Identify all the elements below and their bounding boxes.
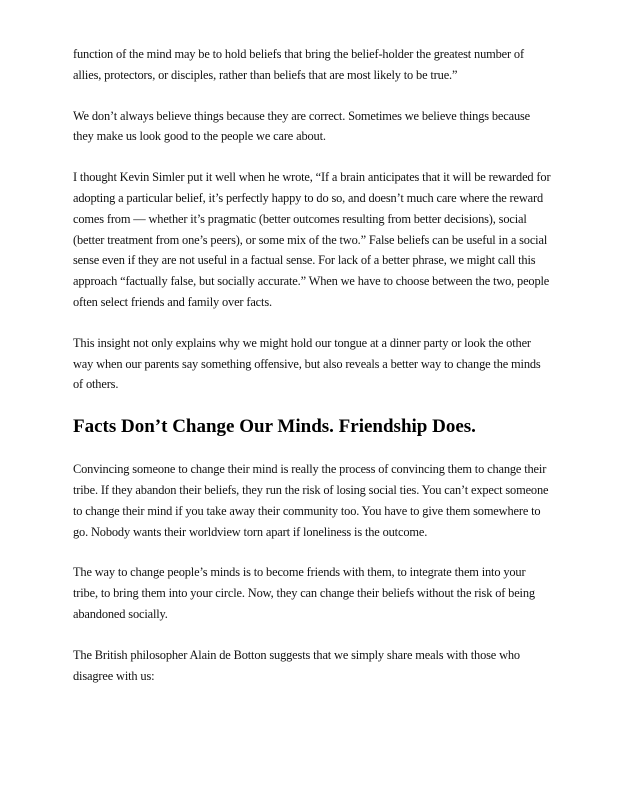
paragraph-6: The way to change people’s minds is to become friends with them, to integrate them into your tribe, to bring them into your circle. Now, they can change their beliefs without the risk of being abandoned socially. xyxy=(73,565,535,621)
paragraph-7: The British philosopher Alain de Botton suggests that we simply share meals with those who disagree with us: xyxy=(73,647,520,683)
paragraph-5: Convincing someone to change their mind is really the process of convincing them to change their tribe. If they abandon their beliefs, they run the risk of losing social ties. You can’t expect someone to change their mind if you take away their community too. You have to give them somewhere to go. Nobody wants their worldview torn apart if loneliness is the outcome. xyxy=(73,462,549,539)
article-body xyxy=(73,44,553,706)
section-heading: Facts Don’t Change Our Minds. Friendship Does. xyxy=(73,416,476,438)
paragraph-3: I thought Kevin Simler put it well when he wrote, “If a brain anticipates that it will be rewarded for adopting a particular belief, it’s perfectly happy to do so, and doesn’t much care where the reward comes from — whether it’s pragmatic (better outcomes resulting from better decisions), social (better treatment from one’s peers), or some mix of the two.” False beliefs can be useful in a social sense even if they are not useful in a factual sense. For lack of a better phrase, we might call this approach “factually false, but socially accurate.” When we have to choose between the two, people often select friends and family over facts. xyxy=(73,170,551,309)
paragraph-1: function of the mind may be to hold beliefs that bring the belief-holder the greatest number of allies, protectors, or disciples, rather than beliefs that are most likely to be true.” xyxy=(73,47,524,82)
paragraph-2: We don’t always believe things because they are correct. Sometimes we believe things because they make us look good to the people we care about. xyxy=(73,108,531,144)
paragraph-4: This insight not only explains why we might hold our tongue at a dinner party or look the other way when our parents say something offensive, but also reveals a better way to change the minds of others. xyxy=(73,335,541,392)
